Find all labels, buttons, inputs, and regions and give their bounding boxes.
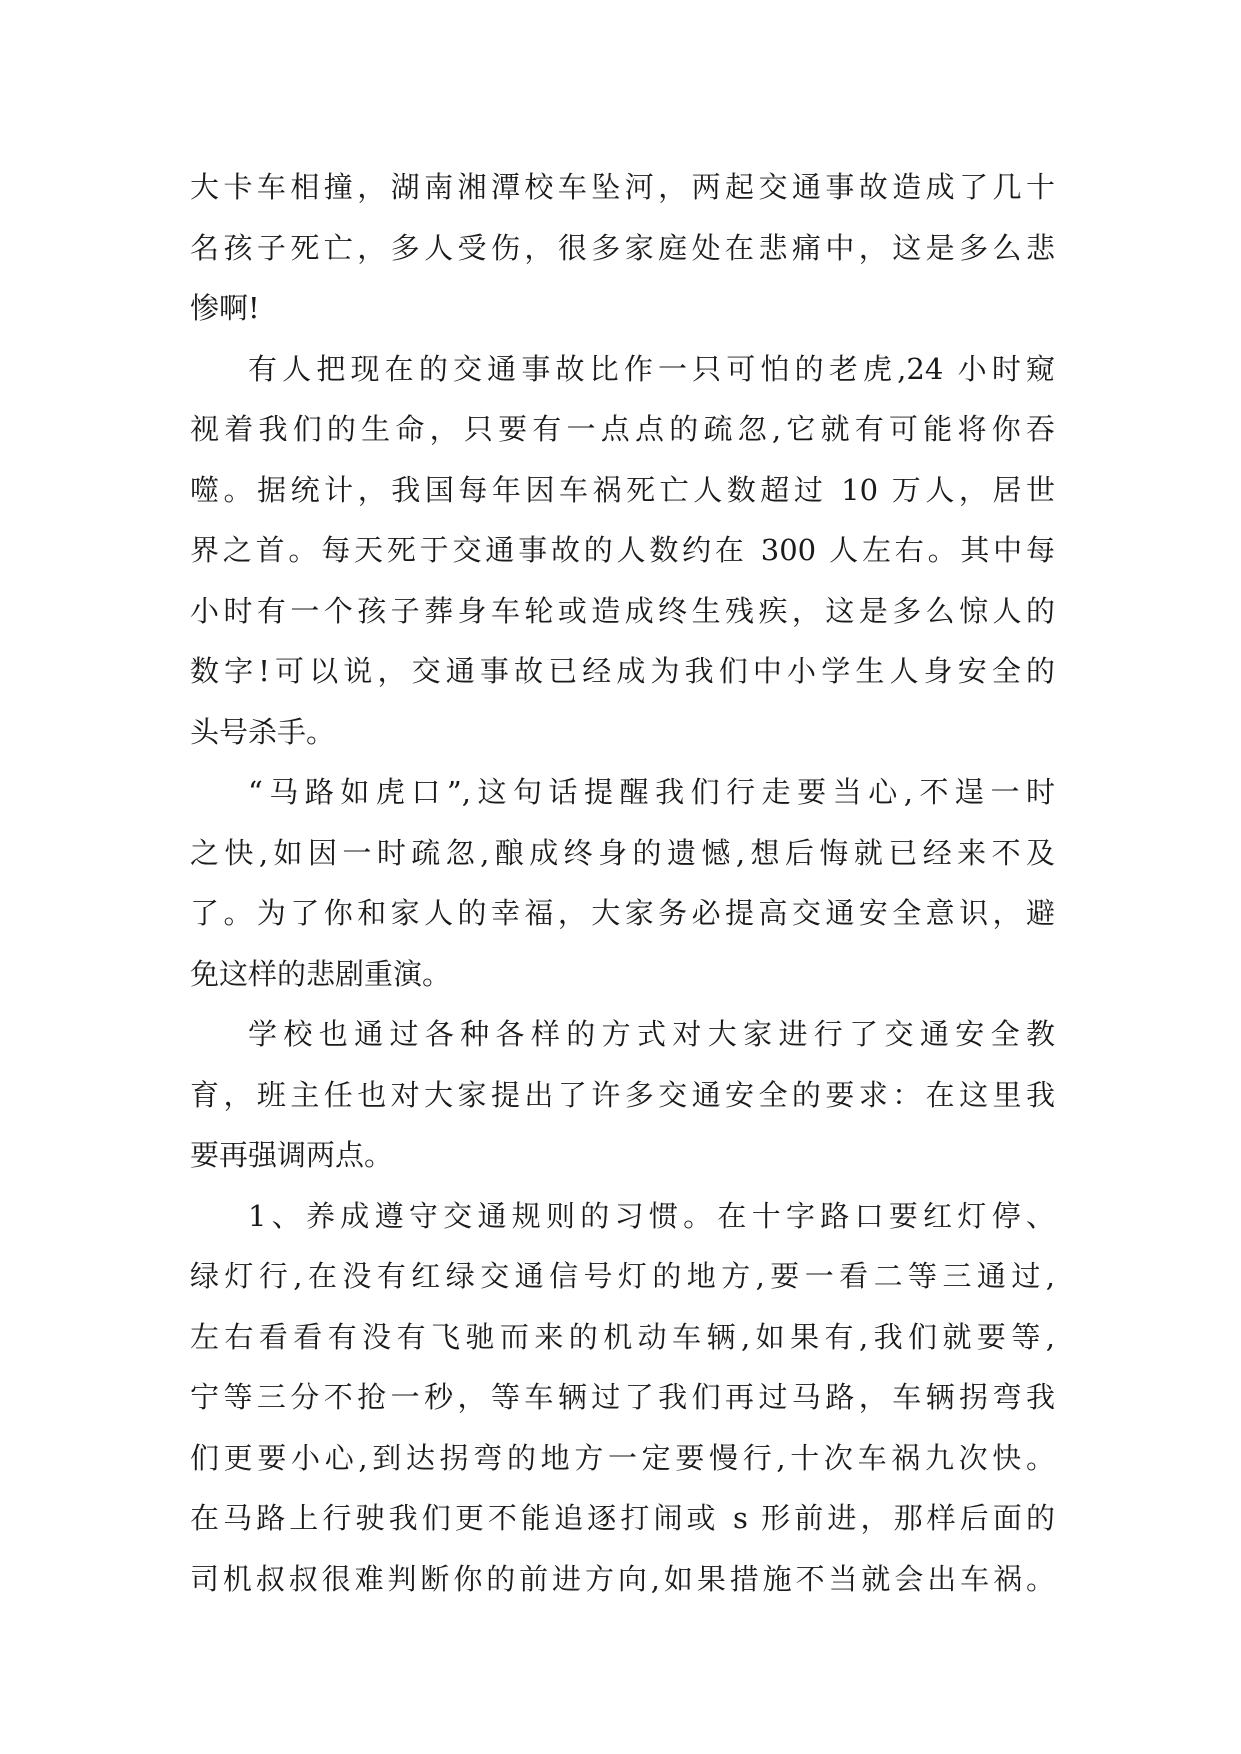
- text-line: 惨啊!: [190, 291, 260, 325]
- paragraph: [190, 1004, 1055, 1186]
- text-line: 免这样的悲剧重演。: [190, 956, 452, 991]
- text-line: 之快,如因一时疏忽,酿成终身的遗憾,想后悔就已经来不及: [190, 835, 1055, 870]
- text-line: 1、养成遵守交通规则的习惯。在十字路口要红灯停、: [248, 1198, 1055, 1233]
- text-line: 界之首。每天死于交通事故的人数约在 300 人左右。其中每: [190, 533, 1055, 567]
- text-line: 要再强调两点。: [190, 1138, 394, 1172]
- text-line: 宁等三分不抢一秒，等车辆过了我们再过马路，车辆拐弯我: [190, 1380, 1055, 1414]
- text-line: 学校也通过各种各样的方式对大家进行了交通安全教: [248, 1017, 1055, 1051]
- text-line: 了。为了你和家人的幸福，大家务必提高交通安全意识，避: [190, 896, 1055, 930]
- text-line: 大卡车相撞，湖南湘潭校车坠河，两起交通事故造成了几十: [190, 170, 1055, 204]
- text-line: 噬。据统计，我国每年因车祸死亡人数超过 10 万人，居世: [190, 472, 1055, 507]
- paragraph: [190, 157, 1055, 339]
- text-line: 司机叔叔很难判断你的前进方向,如果措施不当就会出车祸。: [190, 1561, 1055, 1596]
- text-line: 在马路上行驶我们更不能追逐打闹或 s 形前进，那样后面的: [190, 1501, 1055, 1535]
- text-line: 视着我们的生命，只要有一点点的疏忽,它就有可能将你吞: [190, 412, 1055, 446]
- text-line: 头号杀手。: [190, 714, 336, 749]
- document-body: [190, 157, 1055, 1609]
- text-line: 名孩子死亡，多人受伤，很多家庭处在悲痛中，这是多么悲: [190, 230, 1055, 265]
- paragraph: [190, 1186, 1055, 1610]
- text-line: “马路如虎口”,这句话提醒我们行走要当心,不逞一时: [248, 775, 1055, 809]
- text-line: 有人把现在的交通事故比作一只可怕的老虎,24 小时窥: [248, 351, 1055, 386]
- paragraph: [190, 339, 1055, 763]
- text-line: 数字!可以说，交通事故已经成为我们中小学生人身安全的: [190, 654, 1055, 688]
- paragraph: [190, 762, 1055, 1004]
- text-line: 小时有一个孩子葬身车轮或造成终生残疾，这是多么惊人的: [190, 593, 1055, 628]
- text-line: 绿灯行,在没有红绿交通信号灯的地方,要一看二等三通过,: [190, 1259, 1055, 1293]
- text-line: 育，班主任也对大家提出了许多交通安全的要求：在这里我: [190, 1077, 1055, 1112]
- text-line: 们更要小心,到达拐弯的地方一定要慢行,十次车祸九次快。: [190, 1440, 1055, 1475]
- text-line: 左右看看有没有飞驰而来的机动车辆,如果有,我们就要等,: [190, 1319, 1055, 1354]
